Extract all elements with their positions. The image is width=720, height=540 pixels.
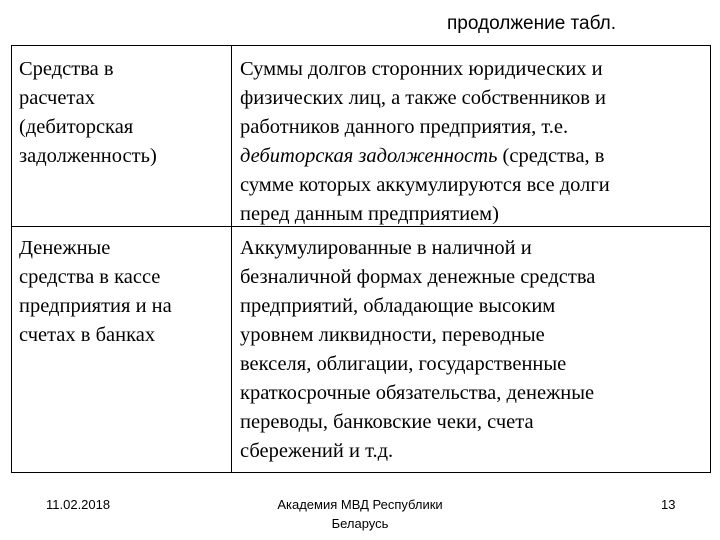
term-cash: Денежные средства в кассе предприятия и на счетах в банках: [19, 237, 172, 346]
column-divider: [231, 46, 232, 472]
table-continuation-caption: продолжение табл.: [447, 13, 617, 34]
footer-date: 11.02.2018: [46, 497, 111, 512]
definitions-table: [11, 45, 711, 473]
definition-cash: Аккумулированные в наличной и безналичной формах денежные средства предприятий, обладающие высоким уровнем ликвидности, переводные векселя, облигации, государственные краткосрочные обязательства, денежные переводы, банковские чеки, счета сбережений и т.д.: [240, 237, 596, 462]
term-receivables: Средства в расчетах (дебиторская задолженность): [19, 58, 157, 167]
definition-emphasis: дебиторская задолженность: [240, 145, 498, 167]
page-number: 13: [661, 497, 676, 512]
definition-receivables: [240, 55, 708, 229]
definition-text: Суммы долгов сторонних юридических и физических лиц, а также собственников и работников данного предприятия, т.е.: [240, 58, 607, 138]
definition-text-end: (средства, в сумме которых аккумулируются все долги перед данным предприятием): [240, 145, 610, 225]
footer-organization: Академия МВД Республики Беларусь: [277, 497, 443, 531]
